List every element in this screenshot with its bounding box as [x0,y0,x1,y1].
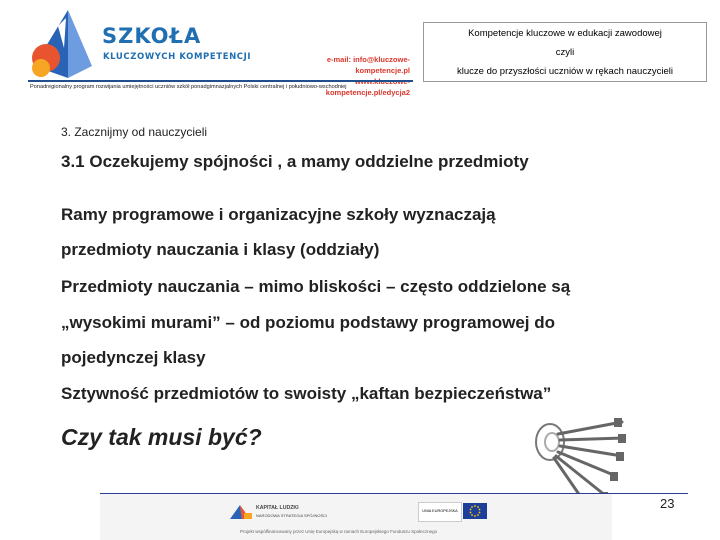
section-label: 3. Zacznijmy od nauczycieli [61,125,208,139]
body-line-5: pojedynczej klasy [61,348,206,367]
contact-email[interactable]: e-mail: info@kluczowe-kompetencje.pl [326,55,410,75]
kapital-ludzki-subtitle: NARODOWA STRATEGIA SPÓJNOŚCI [256,513,328,518]
eu-label-text: UNIA EUROPEJSKA [422,509,458,513]
program-subtitle: Ponadregionalny program rozwijania umiejętności uczniów szkół ponadgimnazjalnych Polski centralnej i południowo-wschodniej [30,84,347,90]
closing-question: Czy tak musi być? [61,424,262,450]
kapital-ludzki-text [256,505,327,519]
project-title-line3: klucze do przyszłości uczniów w rękach nauczycieli [457,66,673,77]
school-logo-icon [28,8,94,84]
contact-info [278,54,410,98]
project-title-line1: Kompetencje kluczowe w edukacji zawodowej [468,28,662,39]
project-title-box [423,22,707,82]
eu-label-box [418,502,462,522]
body-line-1: Ramy programowe i organizacyjne szkoły wyznaczają [61,205,496,224]
brand-title: SZKOŁA [102,24,202,48]
body-line-3: Przedmioty nauczania – mimo bliskości – często oddzielone są [61,277,571,296]
eu-flag-icon [463,503,487,519]
body-line-4: „wysokimi murami” – od poziomu podstawy programowej do [61,313,556,332]
kapital-ludzki-title: KAPITAŁ LUDZKI [256,505,299,511]
body-line-6: Sztywność przedmiotów to swoisty „kaftan bezpieczeństwa” [61,384,552,403]
body-line-2: przedmioty nauczania i klasy (oddziały) [61,240,380,259]
kapital-ludzki-logo-icon [228,503,254,521]
slide-heading: 3.1 Oczekujemy spójności , a mamy oddzielne przedmioty [61,152,529,171]
project-title-line2: czyli [555,47,575,58]
header-divider [28,80,413,82]
contact-website[interactable]: kompetencje.pl/edycja2 [325,88,410,97]
funding-footnote: Projekt współfinansowany przez Unię Europejską w ramach Europejskiego Funduszu Społecznego [240,529,438,534]
brand-subtitle: KLUCZOWYCH KOMPETENCJI [103,52,252,62]
page-number: 23 [660,496,675,511]
